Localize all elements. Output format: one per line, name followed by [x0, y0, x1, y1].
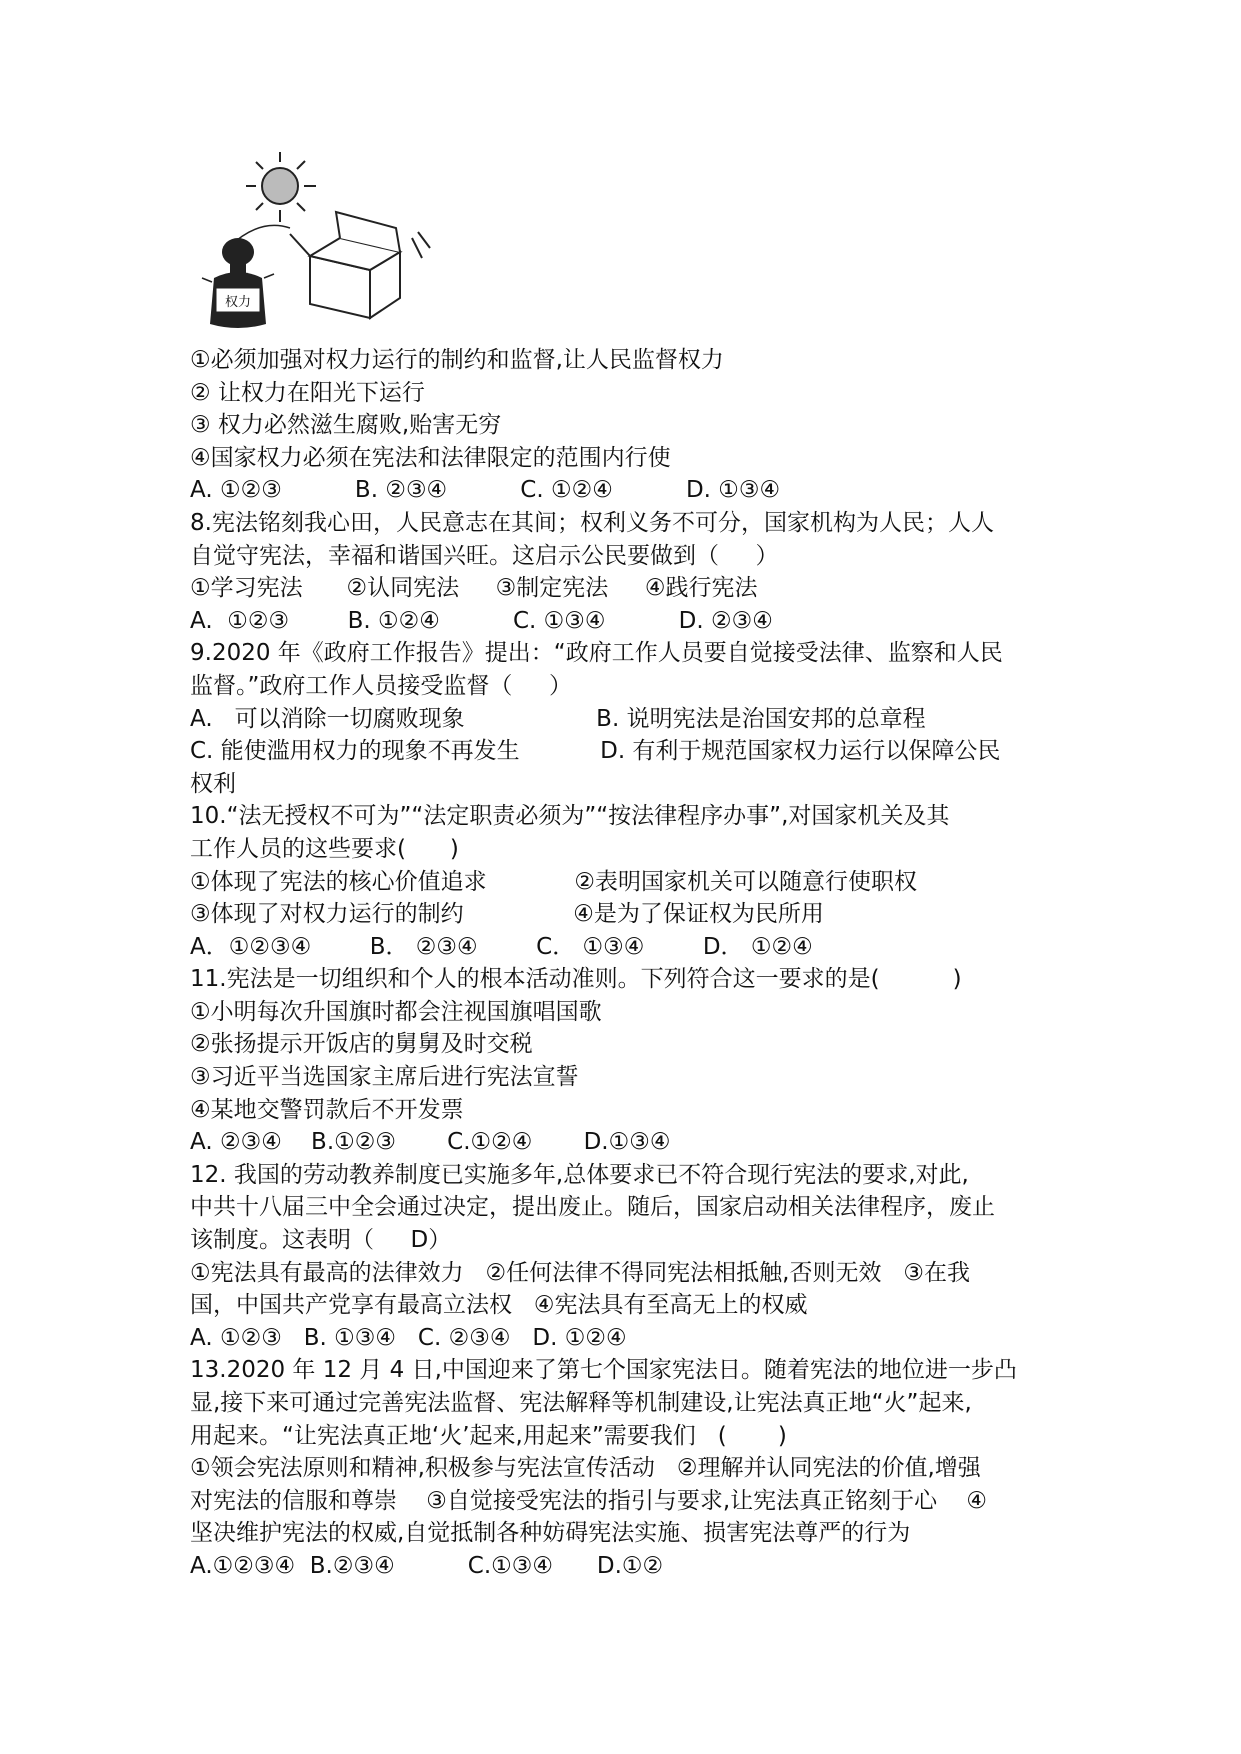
q7-item: ①必须加强对权力运行的制约和监督,让人民监督权力 [190, 347, 724, 373]
cartoon-figure [200, 148, 440, 348]
q12-stem: 12. 我国的劳动教养制度已实施多年,总体要求已不符合现行宪法的要求,对此, [190, 1161, 969, 1188]
q13-options: A.①②③④ B.②③④ C.①③④ D.①② [190, 1552, 664, 1579]
question-text [190, 344, 1070, 1583]
q9-stem: 监督。”政府工作人员接受监督（ ） [190, 672, 572, 699]
q13-item: 对宪法的信服和尊崇 ③自觉接受宪法的指引与要求,让宪法真正铭刻于心 ④ [190, 1487, 988, 1514]
q10-stem: 工作人员的这些要求( ) [190, 835, 459, 862]
q13-stem: 显,接下来可通过完善宪法监督、宪法解释等机制建设,让宪法真正地“火”起来, [190, 1390, 972, 1416]
q10-stem: 10.“法无授权不可为”“法定职责必须为”“按法律程序办事”,对国家机关及其 [190, 803, 950, 830]
q13-item: ①领会宪法原则和精神,积极参与宪法宣传活动 ②理解并认同宪法的价值,增强 [190, 1455, 981, 1482]
q12-item: ①宪法具有最高的法律效力 ②任何法律不得同宪法相抵触,否则无效 ③在我 [190, 1259, 971, 1286]
q7-item: ③ 权力必然滋生腐败,贻害无穷 [190, 412, 502, 439]
q13-item: 坚决维护宪法的权威,自觉抵制各种妨碍宪法实施、损害宪法尊严的行为 [190, 1520, 911, 1547]
q9-option: A. 可以消除一切腐败现象 B. 说明宪法是治国安邦的总章程 [190, 705, 926, 732]
cartoon-svg [200, 148, 440, 348]
stamp-label: 权力 [224, 295, 252, 310]
q13-stem: 13.2020 年 12 月 4 日,中国迎来了第七个国家宪法日。随着宪法的地位进一步凸 [190, 1357, 1017, 1384]
q11-stem: 11.宪法是一切组织和个人的根本活动准则。下列符合这一要求的是( ) [190, 966, 962, 993]
q11-options: A. ②③④ B.①②③ C.①②④ D.①③④ [190, 1129, 671, 1156]
q8-stem: 自觉守宪法，幸福和谐国兴旺。这启示公民要做到（ ） [190, 542, 779, 569]
q7-options: A. ①②③ B. ②③④ C. ①②④ D. ①③④ [190, 477, 781, 504]
q12-item: 国，中国共产党享有最高立法权 ④宪法具有至高无上的权威 [190, 1292, 808, 1319]
q8-options: A. ①②③ B. ①②④ C. ①③④ D. ②③④ [190, 607, 773, 634]
q12-stem: 中共十八届三中全会通过决定，提出废止。随后，国家启动相关法律程序，废止 [190, 1194, 995, 1221]
q10-item: ③体现了对权力运行的制约 ④是为了保证权为民所用 [190, 901, 824, 928]
q12-stem: 该制度。这表明（ D） [190, 1227, 452, 1254]
q11-item: ①小明每次升国旗时都会注视国旗唱国歌 [190, 998, 602, 1025]
q10-options: A．①②③④ B． ②③④ C． ①③④ D． ①②④ [190, 933, 813, 960]
sun-icon [246, 152, 316, 222]
q9-option: 权利 [190, 770, 236, 797]
open-box-icon [290, 212, 430, 318]
q12-options: A. ①②③ B. ①③④ C. ②③④ D. ①②④ [190, 1324, 627, 1351]
q8-stem: 8.宪法铭刻我心田，人民意志在其间；权利义务不可分，国家机构为人民；人人 [190, 509, 994, 536]
q11-item: ②张扬提示开饭店的舅舅及时交税 [190, 1031, 533, 1058]
stamp-icon [202, 238, 274, 328]
q7-item: ② 让权力在阳光下运行 [190, 379, 425, 406]
q9-option: C. 能使滥用权力的现象不再发生 D. 有利于规范国家权力运行以保障公民 [190, 738, 1001, 765]
q10-item: ①体现了宪法的核心价值追求 ②表明国家机关可以随意行使职权 [190, 868, 917, 895]
q8-items: ①学习宪法 ②认同宪法 ③制定宪法 ④践行宪法 [190, 575, 758, 602]
q7-item: ④国家权力必须在宪法和法律限定的范围内行使 [190, 444, 671, 471]
q11-item: ④某地交警罚款后不开发票 [190, 1096, 464, 1123]
q11-item: ③习近平当选国家主席后进行宪法宣誓 [190, 1064, 579, 1091]
q13-stem: 用起来。“让宪法真正地‘火’起来,用起来”需要我们 ( ) [190, 1422, 787, 1449]
q9-stem: 9.2020 年《政府工作报告》提出：“政府工作人员要自觉接受法律、监察和人民 [190, 640, 1003, 667]
